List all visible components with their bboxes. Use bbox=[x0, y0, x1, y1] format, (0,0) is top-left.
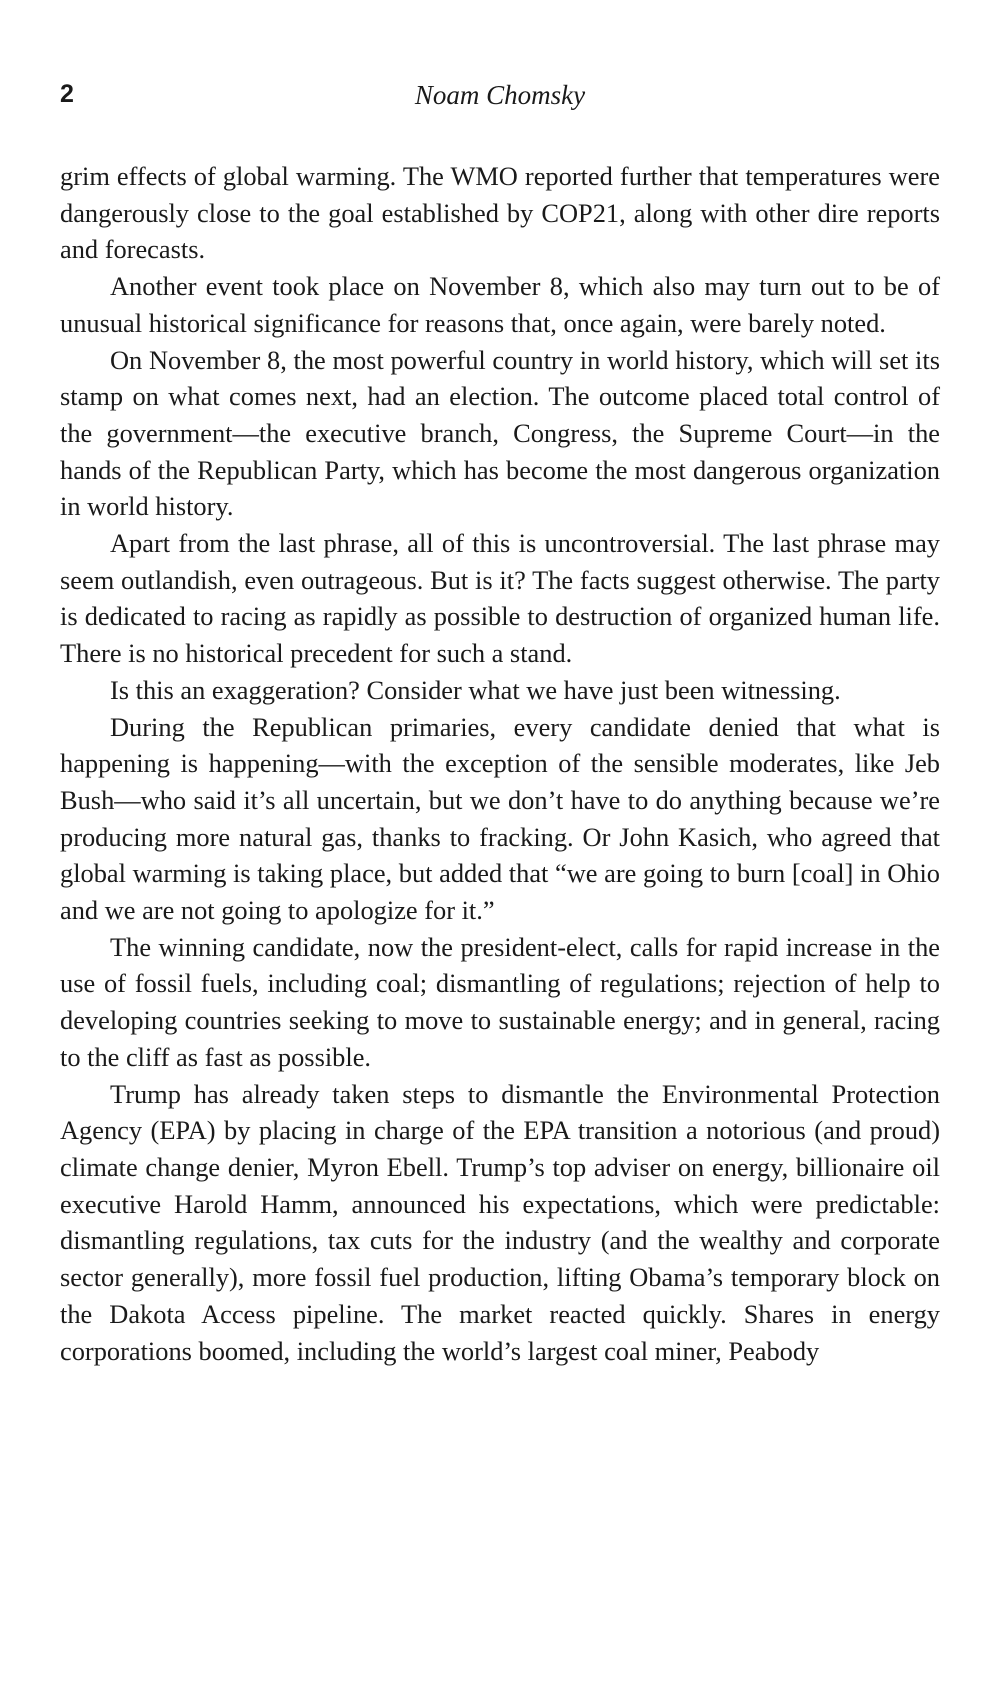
paragraph: On November 8, the most powerful country in world history, which will set its stamp on what comes next, had an election. The outcome placed total control of the government—the executive branch, Congress, the Supreme Court—in the hands of the Republican Party, which has become the most dangerous organization in world history. bbox=[60, 344, 940, 522]
paragraph-continuation: grim effects of global warming. The WMO reported further that temperatures were dangerously close to the goal established by COP21, along with other dire reports and forecasts. bbox=[60, 161, 940, 265]
paragraph: During the Republican primaries, every candidate denied that what is happening is happening—with the exception of the sensible moderates, like Jeb Bush—who said it’s all uncertain, but we don’t have to do anything because we’re producing more natural gas, thanks to fracking. Or John Kasich, who agreed that global warming is taking place, but added that “we are going to burn [coal] in Ohio and we are not going to apologize for it.” bbox=[60, 711, 940, 926]
page-number: 2 bbox=[60, 80, 74, 108]
paragraph: The winning candidate, now the president-elect, calls for rapid increase in the use of fossil fuels, including coal; dismantling of regulations; rejection of help to developing countries seeking to move to sustainable energy; and in general, racing to the cliff as fast as possible. bbox=[60, 931, 940, 1072]
paragraph: Another event took place on November 8, which also may turn out to be of unusual historical significance for reasons that, once again, were barely noted. bbox=[60, 271, 940, 338]
running-title: Noam Chomsky bbox=[414, 80, 586, 110]
body-text bbox=[60, 158, 940, 1369]
running-head bbox=[60, 80, 940, 120]
paragraph: Is this an exaggeration? Consider what we have just been witnessing. bbox=[110, 674, 841, 705]
paragraph: Trump has already taken steps to dismantle the Environmental Protection Agency (EPA) by placing in charge of the EPA transition a notorious (and proud) climate change denier, Myron Ebell. Trump’s top adviser on energy, billionaire oil executive Harold Hamm, announced his expectations, which were predictable: dismantling regulations, tax cuts for the industry (and the wealthy and corporate sector generally), more fossil fuel production, lifting Obama’s temporary block on the Dakota Access pipeline. The market reacted quickly. Shares in energy corporations boomed, including the world’s largest coal miner, Peabody bbox=[60, 1078, 940, 1366]
paragraph: Apart from the last phrase, all of this is uncontroversial. The last phrase may seem outlandish, even outrageous. But is it? The facts suggest otherwise. The party is dedicated to racing as rapidly as possible to destruction of organized human life. There is no historical precedent for such a stand. bbox=[60, 528, 940, 669]
